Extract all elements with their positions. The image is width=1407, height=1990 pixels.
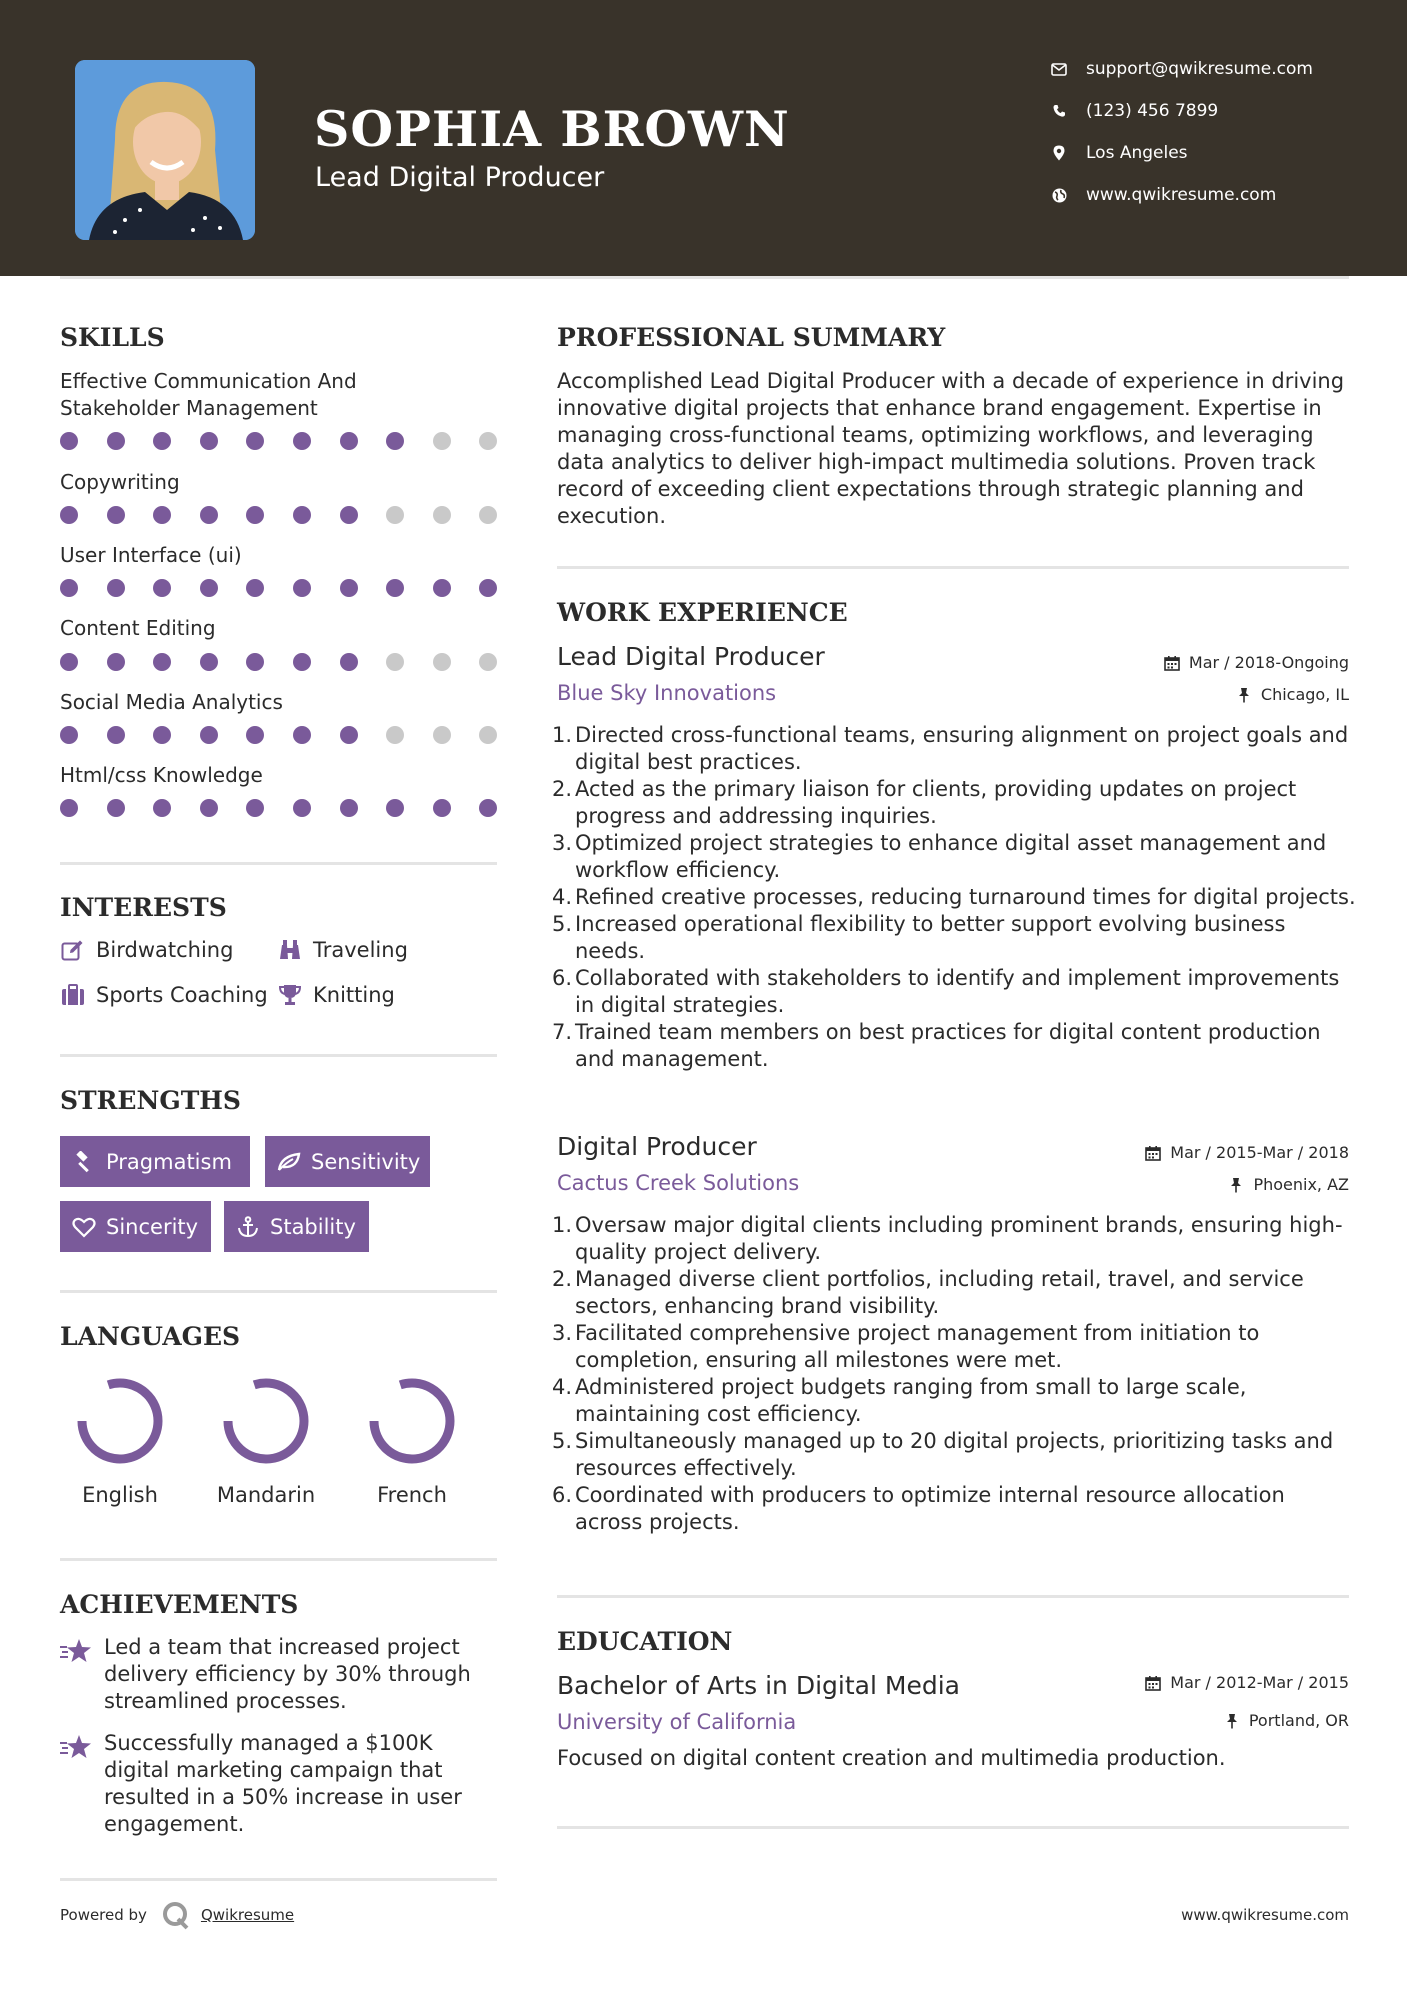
skill-name: Effective Communication And Stakeholder Management — [60, 369, 357, 420]
language-name: French — [377, 1483, 447, 1507]
contact-phone[interactable] — [1050, 98, 1218, 124]
interest-item — [60, 938, 233, 962]
rating-dot — [340, 726, 358, 744]
header-divider — [60, 276, 1349, 279]
rating-dot — [386, 506, 404, 524]
job-bullet — [552, 776, 1357, 830]
rating-dot — [246, 432, 264, 450]
rating-dot — [340, 579, 358, 597]
language-item — [206, 1373, 326, 1507]
rating-dot — [293, 799, 311, 817]
rating-dot — [340, 653, 358, 671]
interest-label: Knitting — [313, 983, 395, 1007]
job-date — [1144, 1143, 1349, 1162]
interest-label: Sports Coaching — [96, 983, 268, 1007]
strengths-title: STRENGTHS — [60, 1086, 241, 1115]
powered-by-text: Powered by — [60, 1906, 147, 1924]
strength-label: Pragmatism — [106, 1149, 232, 1174]
rating-dot — [200, 579, 218, 597]
skill-name: Social Media Analytics — [60, 690, 283, 714]
heart-icon — [72, 1215, 96, 1239]
footer-website[interactable]: www.qwikresume.com — [1181, 1906, 1349, 1924]
job-bullet — [552, 722, 1357, 776]
bullet-text: Acted as the primary liaison for clients, providing updates on project progress and addressing inquiries. — [575, 777, 1297, 828]
skills-title: SKILLS — [60, 323, 165, 352]
rating-dot — [479, 579, 497, 597]
rating-dot — [386, 653, 404, 671]
section-divider — [60, 1558, 497, 1561]
summary-title: PROFESSIONAL SUMMARY — [557, 323, 946, 352]
bullet-text: Coordinated with producers to optimize internal resource allocation across projects. — [575, 1483, 1285, 1534]
calendar-icon — [1144, 1144, 1162, 1162]
job-bullet — [552, 1428, 1357, 1482]
skill-rating — [60, 653, 500, 673]
calendar-icon — [1144, 1674, 1162, 1692]
section-divider — [60, 1054, 497, 1057]
rating-dot — [433, 506, 451, 524]
bullet-number: 5. — [552, 1429, 573, 1453]
contact-website-text: www.qwikresume.com — [1086, 185, 1277, 205]
profile-photo — [75, 60, 255, 240]
education-date — [1144, 1673, 1349, 1692]
rating-dot — [340, 432, 358, 450]
job-bullet — [552, 1212, 1357, 1266]
rating-dot — [107, 726, 125, 744]
bullet-number: 1. — [552, 1213, 573, 1237]
contact-location — [1050, 140, 1188, 166]
strength-label: Sensitivity — [311, 1149, 421, 1174]
job-bullet — [552, 830, 1357, 884]
achievement-text: Successfully managed a $100K digital marketing campaign that resulted in a 50% increase in user engagement. — [104, 1731, 462, 1836]
languages-title: LANGUAGES — [60, 1322, 241, 1351]
calendar-icon — [1163, 654, 1181, 672]
anchor-icon — [236, 1215, 260, 1239]
bullet-text: Simultaneously managed up to 20 digital projects, prioritizing tasks and resources effectively. — [575, 1429, 1334, 1480]
rating-dot — [386, 799, 404, 817]
section-divider — [557, 1595, 1349, 1598]
rating-dot — [386, 726, 404, 744]
rating-dot — [293, 726, 311, 744]
job-bullet — [552, 884, 1357, 911]
achievement-text: Led a team that increased project delivery efficiency by 30% through streamlined processes. — [104, 1635, 471, 1713]
achievements-title: ACHIEVEMENTS — [60, 1590, 299, 1619]
skill-name: Content Editing — [60, 616, 216, 640]
job-location-text: Chicago, IL — [1260, 685, 1349, 704]
skill-rating — [60, 579, 500, 599]
bullet-number: 6. — [552, 966, 573, 990]
bullet-number: 3. — [552, 831, 573, 855]
rating-dot — [200, 799, 218, 817]
rating-dot — [246, 506, 264, 524]
job-location-text: Phoenix, AZ — [1253, 1175, 1349, 1194]
bullet-text: Refined creative processes, reducing turnaround times for digital projects. — [575, 885, 1356, 909]
skill-rating — [60, 799, 500, 819]
bullet-text: Facilitated comprehensive project management from initiation to completion, ensuring all milestones were met. — [575, 1321, 1260, 1372]
rating-dot — [60, 506, 78, 524]
education-degree: Bachelor of Arts in Digital Media — [557, 1671, 960, 1700]
suitcase-icon — [60, 983, 86, 1007]
rating-dot — [60, 726, 78, 744]
rating-dot — [153, 432, 171, 450]
rating-dot — [200, 506, 218, 524]
job-bullet — [552, 1019, 1357, 1073]
interest-label: Traveling — [313, 938, 408, 962]
rating-dot — [479, 799, 497, 817]
rating-dot — [433, 579, 451, 597]
rating-dot — [246, 726, 264, 744]
contact-website[interactable] — [1050, 182, 1276, 208]
bullet-number: 3. — [552, 1321, 573, 1345]
candidate-name: SOPHIA BROWN — [314, 100, 790, 158]
leaf-icon — [277, 1150, 301, 1174]
rating-dot — [107, 579, 125, 597]
job-title: Lead Digital Producer — [557, 642, 825, 671]
rating-dot — [153, 579, 171, 597]
job-company: Blue Sky Innovations — [557, 681, 777, 705]
rating-dot — [107, 432, 125, 450]
skill-rating — [60, 506, 500, 526]
skill-name: Html/css Knowledge — [60, 763, 263, 787]
rating-dot — [200, 726, 218, 744]
rating-dot — [107, 799, 125, 817]
portrait-image — [75, 60, 255, 240]
rating-dot — [479, 726, 497, 744]
rating-dot — [479, 506, 497, 524]
bullet-text: Increased operational flexibility to better support evolving business needs. — [575, 912, 1286, 963]
interests-title: INTERESTS — [60, 893, 227, 922]
interest-label: Birdwatching — [96, 938, 234, 962]
summary-text: Accomplished Lead Digital Producer with a decade of experience in driving innovative digital projects that enhance brand engagement. Expertise in managing cross-functional teams, optimizing workflows, and leveraging data analytics to deliver high-impact multimedia solutions. Proven track record of exceeding client expectations through strategic planning and execution. — [557, 369, 1345, 528]
rating-dot — [153, 506, 171, 524]
rating-dot — [60, 653, 78, 671]
strength-tag — [60, 1136, 250, 1187]
interest-item — [277, 938, 408, 962]
edit-icon — [60, 938, 86, 962]
resume-header — [0, 0, 1407, 276]
bullet-number: 2. — [552, 777, 573, 801]
section-divider — [60, 1290, 497, 1293]
language-gauge — [364, 1373, 460, 1469]
rating-dot — [246, 799, 264, 817]
job-bullet — [552, 1482, 1357, 1536]
language-item — [60, 1373, 180, 1507]
bullet-number: 7. — [552, 1020, 573, 1044]
bullet-number: 4. — [552, 1375, 573, 1399]
phone-icon — [1050, 102, 1068, 120]
rating-dot — [200, 432, 218, 450]
rating-dot — [153, 726, 171, 744]
rating-dot — [479, 653, 497, 671]
binoculars-icon — [277, 938, 303, 962]
contact-email[interactable] — [1050, 56, 1313, 82]
education-school: University of California — [557, 1710, 797, 1734]
gavel-icon — [72, 1150, 96, 1174]
achievement-item — [60, 1730, 500, 1840]
bullet-number: 4. — [552, 885, 573, 909]
pushpin-icon — [1223, 1712, 1241, 1730]
skill-rating — [60, 432, 500, 452]
rating-dot — [153, 653, 171, 671]
star-icon — [60, 1734, 92, 1760]
contact-phone-text: (123) 456 7899 — [1086, 101, 1219, 121]
brand-link[interactable]: Qwikresume — [200, 1906, 295, 1924]
bullet-text: Oversaw major digital clients including prominent brands, ensuring high-quality project delivery. — [575, 1213, 1343, 1264]
job-location — [1227, 1175, 1349, 1194]
bullet-number: 1. — [552, 723, 573, 747]
rating-dot — [107, 506, 125, 524]
job-bullet — [552, 965, 1357, 1019]
rating-dot — [246, 579, 264, 597]
contact-location-text: Los Angeles — [1086, 143, 1188, 163]
language-level-arc — [374, 1383, 450, 1459]
pushpin-icon — [1227, 1176, 1245, 1194]
skill-name: Copywriting — [60, 470, 180, 494]
job-bullet — [552, 1320, 1357, 1374]
rating-dot — [293, 653, 311, 671]
strength-tag — [60, 1201, 211, 1252]
interest-item — [60, 983, 268, 1007]
strength-label: Stability — [270, 1214, 356, 1239]
job-location — [1235, 685, 1349, 704]
section-divider — [557, 1826, 1349, 1829]
rating-dot — [433, 653, 451, 671]
bullet-number: 2. — [552, 1267, 573, 1291]
job-bullets — [552, 722, 1357, 1073]
skill-rating — [60, 726, 500, 746]
strength-tag — [265, 1136, 430, 1187]
rating-dot — [60, 579, 78, 597]
rating-dot — [200, 653, 218, 671]
language-item — [352, 1373, 472, 1507]
bullet-text: Trained team members on best practices for digital content production and management. — [575, 1020, 1321, 1071]
section-divider — [60, 862, 497, 865]
education-location — [1223, 1711, 1349, 1730]
language-gauge — [72, 1373, 168, 1469]
rating-dot — [433, 432, 451, 450]
language-gauge — [218, 1373, 314, 1469]
strength-label: Sincerity — [106, 1214, 199, 1239]
rating-dot — [433, 799, 451, 817]
bullet-number: 5. — [552, 912, 573, 936]
job-bullet — [552, 911, 1357, 965]
language-level-arc — [82, 1383, 158, 1459]
rating-dot — [386, 579, 404, 597]
trophy-icon — [277, 983, 303, 1007]
job-bullet — [552, 1266, 1357, 1320]
qwikresume-logo-icon — [161, 1900, 191, 1930]
rating-dot — [479, 432, 497, 450]
bullet-text: Optimized project strategies to enhance digital asset management and workflow efficiency. — [575, 831, 1327, 882]
rating-dot — [340, 506, 358, 524]
education-description: Focused on digital content creation and multimedia production. — [557, 1746, 1226, 1770]
footer-branding — [60, 1900, 294, 1930]
bullet-text: Managed diverse client portfolios, including retail, travel, and service sectors, enhancing brand visibility. — [575, 1267, 1304, 1318]
bullet-text: Collaborated with stakeholders to identify and implement improvements in digital strategies. — [575, 966, 1340, 1017]
job-company: Cactus Creek Solutions — [557, 1171, 800, 1195]
section-divider — [557, 566, 1349, 569]
rating-dot — [340, 799, 358, 817]
job-date-text: Mar / 2015-Mar / 2018 — [1170, 1143, 1349, 1162]
globe-icon — [1050, 186, 1068, 204]
language-name: Mandarin — [216, 1483, 316, 1507]
job-title: Digital Producer — [557, 1132, 757, 1161]
job-date — [1163, 653, 1349, 672]
rating-dot — [433, 726, 451, 744]
job-bullet — [552, 1374, 1357, 1428]
rating-dot — [293, 432, 311, 450]
interest-item — [277, 983, 395, 1007]
language-name: English — [82, 1483, 158, 1507]
job-bullets — [552, 1212, 1357, 1536]
rating-dot — [60, 432, 78, 450]
candidate-role: Lead Digital Producer — [315, 162, 605, 193]
rating-dot — [246, 653, 264, 671]
rating-dot — [293, 579, 311, 597]
bullet-number: 6. — [552, 1483, 573, 1507]
rating-dot — [107, 653, 125, 671]
bullet-text: Administered project budgets ranging from small to large scale, maintaining cost efficiency. — [575, 1375, 1247, 1426]
rating-dot — [293, 506, 311, 524]
rating-dot — [153, 799, 171, 817]
experience-title: WORK EXPERIENCE — [557, 598, 848, 627]
rating-dot — [60, 799, 78, 817]
bullet-text: Directed cross-functional teams, ensuring alignment on project goals and digital best practices. — [575, 723, 1349, 774]
education-date-text: Mar / 2012-Mar / 2015 — [1170, 1673, 1349, 1692]
achievement-item — [60, 1634, 500, 1718]
rating-dot — [386, 432, 404, 450]
section-divider — [60, 1878, 497, 1881]
education-location-text: Portland, OR — [1248, 1711, 1349, 1730]
strength-tag — [224, 1201, 369, 1252]
education-title: EDUCATION — [557, 1627, 733, 1656]
language-level-arc — [228, 1383, 304, 1459]
job-date-text: Mar / 2018-Ongoing — [1188, 653, 1349, 672]
skill-name: User Interface (ui) — [60, 543, 242, 567]
envelope-icon — [1050, 60, 1068, 78]
contact-email-text: support@qwikresume.com — [1086, 59, 1313, 79]
pushpin-icon — [1235, 686, 1253, 704]
star-icon — [60, 1638, 92, 1664]
location-pin-icon — [1050, 144, 1068, 162]
